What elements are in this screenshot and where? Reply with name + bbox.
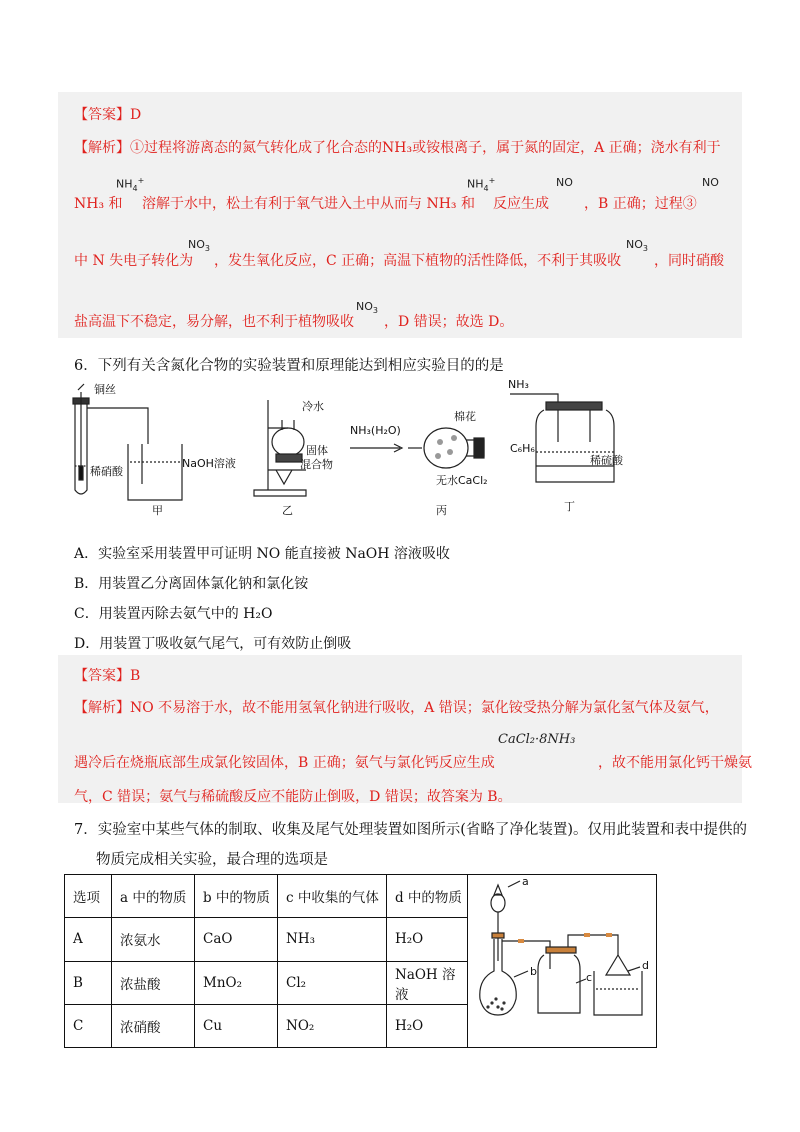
- label-solid-2: 混合物: [300, 458, 333, 471]
- ion-nh4-1: $NH_4^+$: [116, 176, 145, 193]
- th-a: a 中的物质: [112, 875, 195, 918]
- fig-label-d: d: [642, 959, 649, 972]
- th-option: 选项: [65, 875, 112, 918]
- cacl2-granule: [435, 453, 441, 459]
- ion-no3-4: $NO_3$: [626, 238, 648, 254]
- cell: Cl₂: [278, 961, 387, 1004]
- q6-option-a: A．实验室采用装置甲可证明 NO 能直接被 NaOH 溶液吸收: [74, 546, 450, 562]
- cell: H₂O: [387, 1004, 468, 1047]
- th-c: c 中收集的气体: [278, 875, 387, 918]
- q5-analysis-line-2: [74, 193, 123, 213]
- apparatus-ding: [510, 394, 614, 482]
- label-ding: 丁: [564, 500, 575, 513]
- fig-label-b: b: [530, 965, 537, 978]
- apparatus-yi: [254, 400, 306, 496]
- cell: A: [65, 918, 112, 961]
- label-nh3h2o: NH₃(H₂O): [350, 424, 401, 437]
- q5-text-4b: ，D 错误；故选 D。: [384, 314, 514, 330]
- q5-answer: 【答案】D: [74, 107, 142, 123]
- q6-apparatus-figure: [70, 372, 630, 522]
- ion-no3-1: NO: [556, 176, 573, 189]
- q7-stem-2: 物质完成相关实验，最合理的选项是: [96, 852, 328, 868]
- q6-analysis-label: 【解析】: [74, 700, 130, 716]
- th-b: b 中的物质: [195, 875, 278, 918]
- label-jia: 甲: [152, 504, 163, 517]
- q5-text-2d: ，B 正确；过程③: [584, 196, 697, 212]
- q7-figure-cell: [468, 875, 657, 1048]
- q7-table: [64, 874, 657, 1048]
- table-header-row: [65, 875, 657, 918]
- ion-no3-3: $NO_3$: [188, 238, 210, 254]
- q5-text-4a: 盐高温下不稳定，易分解，也不利于植物吸收: [74, 314, 354, 330]
- ion-nh4-2: $NH_4^+$: [467, 176, 496, 193]
- label-yi: 乙: [282, 504, 293, 517]
- cell: NH₃: [278, 918, 387, 961]
- q6-analysis-text-1: NO 不易溶于水，故不能用氢氧化钠进行吸收，A 错误；氯化铵受热分解为氯化氢气体及氨气，: [130, 700, 719, 716]
- cell: NaOH 溶液: [387, 961, 468, 1004]
- ion-no3-2: NO: [702, 176, 719, 189]
- label-copper-wire: 铜丝: [94, 383, 116, 396]
- cell: MnO₂: [195, 961, 278, 1004]
- cell: H₂O: [387, 918, 468, 961]
- cell: 浓硝酸: [112, 1004, 195, 1047]
- cell: CaO: [195, 918, 278, 961]
- q5-text-2c: 反应生成: [493, 196, 549, 212]
- q5-analysis-label: 【解析】: [74, 140, 130, 156]
- fig-label-a: a: [522, 875, 529, 888]
- cacl2-granule: [437, 439, 443, 445]
- cacl2-granule: [447, 449, 453, 455]
- q5-answer-block: [58, 92, 742, 338]
- q5-text-2b: 溶解于水中，松土有利于氧气进入土中从而与 NH₃ 和: [142, 196, 475, 212]
- cell: C: [65, 1004, 112, 1047]
- q6-stem: 6．下列有关含氮化合物的实验装置和原理能达到相应实验目的的是: [74, 358, 504, 374]
- label-cacl2: 无水CaCl₂: [436, 474, 488, 487]
- cell: 浓氨水: [112, 918, 195, 961]
- q6-option-c: C．用装置丙除去氨气中的 H₂O: [74, 606, 273, 622]
- apparatus-jia: [73, 384, 182, 500]
- formula-cacl2-8nh3: CaCl₂·8NH₃: [498, 732, 576, 747]
- label-bing: 丙: [436, 504, 447, 517]
- q6-analysis-line-1: [74, 697, 719, 717]
- cell: Cu: [195, 1004, 278, 1047]
- q5-text-3a: 中 N 失电子转化为: [74, 253, 194, 269]
- q7-apparatus-figure: [468, 875, 656, 1043]
- q5-analysis-text-1: ①过程将游离态的氮气转化成了化合态的NH₃或铵根离子，属于氮的固定，A 正确；浇水有利于: [130, 140, 721, 156]
- cacl2-granule: [451, 435, 457, 441]
- label-cold-water: 冷水: [302, 400, 324, 413]
- cell: NO₂: [278, 1004, 387, 1047]
- label-cotton: 棉花: [454, 410, 476, 423]
- q5-text-3b: ，发生氧化反应，C 正确；高温下植物的活性降低，不利于其吸收: [214, 253, 622, 269]
- ion-no3-5: $NO_3$: [356, 300, 378, 316]
- label-dilute-sulfuric: 稀硫酸: [590, 454, 623, 467]
- q5-text-2a: NH₃ 和: [74, 196, 123, 212]
- label-c6h6: C₆H₆: [510, 442, 535, 455]
- q6-analysis-line-3: 气，C 错误；氨气与稀硫酸反应不能防止倒吸，D 错误；故答案为 B。: [74, 789, 512, 805]
- fig-label-c: c: [586, 971, 593, 984]
- label-solid-1: 固体: [306, 444, 328, 457]
- label-nh3: NH₃: [508, 378, 529, 391]
- q6-analysis-line-2b: ，故不能用氯化钙干燥氨: [598, 755, 752, 771]
- q6-analysis-line-2a: 遇冷后在烧瓶底部生成氯化铵固体，B 正确；氨气与氯化钙反应生成: [74, 755, 495, 771]
- q6-answer-block: [58, 655, 742, 803]
- q7-stem-1: 7．实验室中某些气体的制取、收集及尾气处理装置如图所示(省略了净化装置)。仅用此装置和表中提供的: [74, 822, 748, 838]
- label-naoh: NaOH溶液: [182, 457, 236, 470]
- th-d: d 中的物质: [387, 875, 468, 918]
- cell: B: [65, 961, 112, 1004]
- q6-option-d: D．用装置丁吸收氨气尾气，可有效防止倒吸: [74, 636, 352, 652]
- q6-answer: 【答案】B: [74, 668, 141, 684]
- label-dilute-nitric: 稀硝酸: [90, 465, 123, 478]
- q5-text-3c: ，同时硝酸: [654, 253, 724, 269]
- cell: 浓盐酸: [112, 961, 195, 1004]
- q5-analysis-line-1: [74, 137, 721, 157]
- q6-option-b: B．用装置乙分离固体氯化钠和氯化铵: [74, 576, 309, 592]
